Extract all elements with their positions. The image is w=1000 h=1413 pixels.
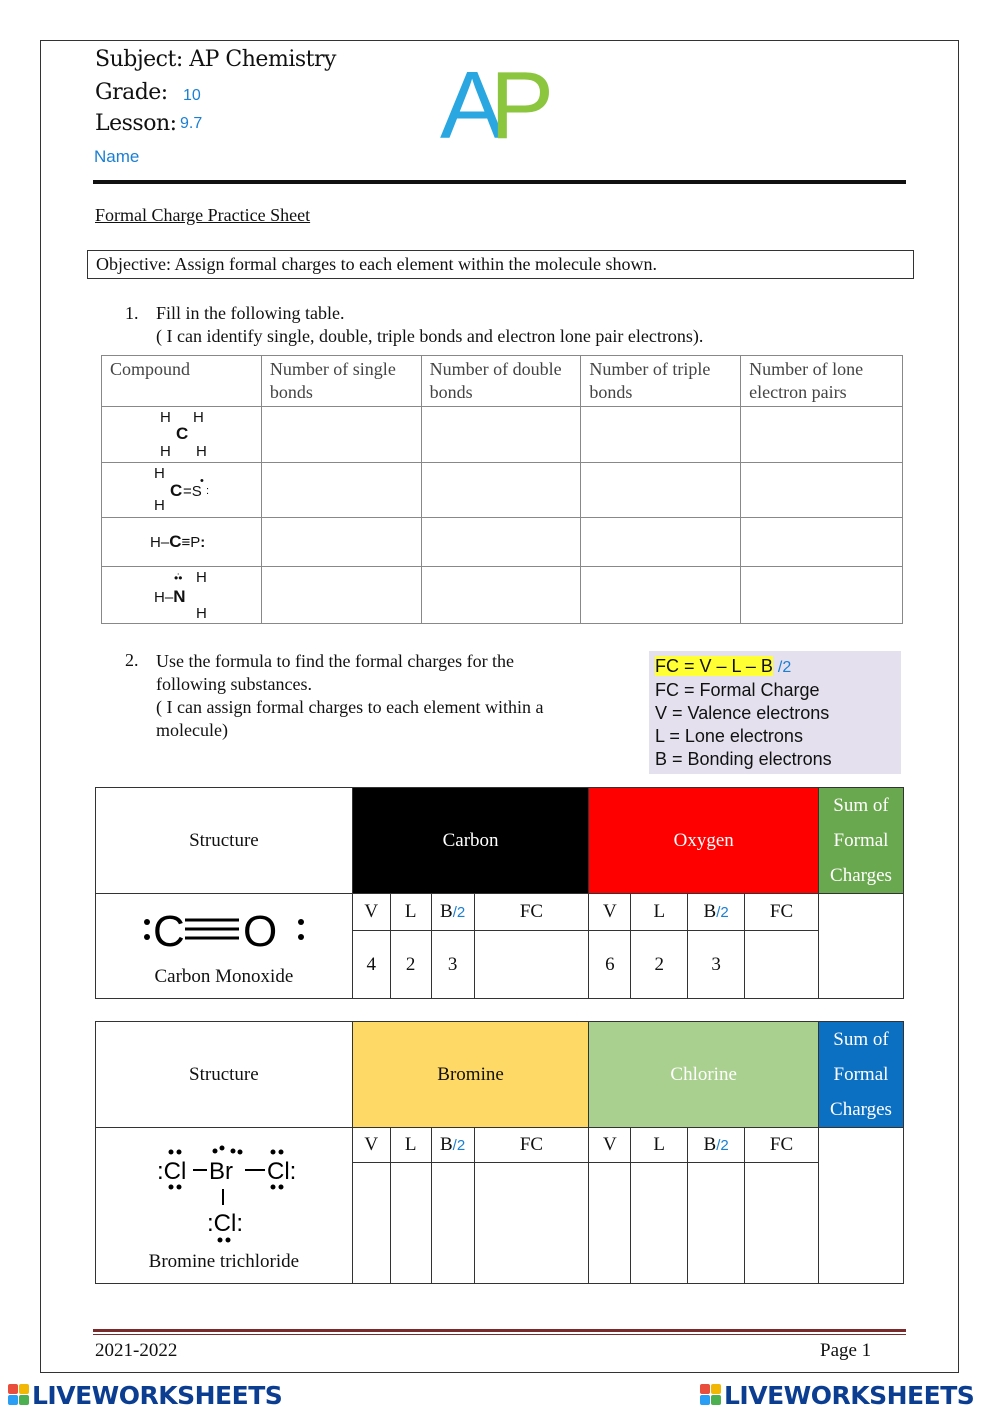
col-single-bonds: Number of single bonds — [261, 356, 421, 407]
bromine-l-answer[interactable] — [390, 1163, 431, 1284]
bromine-trichloride-table — [95, 1021, 904, 1284]
footer-divider-thin — [93, 1334, 906, 1335]
answer-cell[interactable] — [581, 567, 741, 624]
bond-count-table — [101, 355, 903, 624]
table-row — [102, 567, 903, 624]
carbon-l-value: 2 — [390, 931, 431, 999]
fc-definition: FC = Formal Charge — [655, 680, 820, 700]
col-compound: Compound — [102, 356, 262, 407]
answer-cell[interactable] — [741, 518, 903, 567]
ap-logo — [440, 60, 565, 142]
svg-text:Cl:: Cl: — [266, 1158, 297, 1185]
bromine-fc-answer[interactable] — [474, 1163, 589, 1284]
sum-formal-charges-header: Sum of Formal Charges — [818, 788, 903, 894]
oxygen-v-value: 6 — [589, 931, 631, 999]
grade-value: 10 — [183, 87, 201, 104]
oxygen-header: Oxygen — [589, 788, 819, 894]
footer-year: 2021-2022 — [95, 1340, 178, 1361]
name-label: Name — [94, 147, 140, 166]
col-triple-bonds: Number of triple bonds — [581, 356, 741, 407]
svg-text::Cl:: :Cl: — [206, 1210, 243, 1237]
subject-label: Subject: AP Chemistry — [95, 47, 336, 72]
col-v: V — [352, 1128, 390, 1163]
h2cs-structure: H C =S • : H — [154, 465, 210, 514]
answer-cell[interactable] — [261, 407, 421, 463]
chlorine-header: Chlorine — [589, 1022, 819, 1128]
chlorine-v-answer[interactable] — [589, 1163, 631, 1284]
answer-cell[interactable] — [581, 463, 741, 518]
chlorine-l-answer[interactable] — [631, 1163, 688, 1284]
lesson-value: 9.7 — [180, 115, 203, 132]
co-structure-cell — [96, 894, 353, 999]
liveworksheets-logo-icon — [700, 1384, 722, 1406]
liveworksheets-watermark-right: LIVEWORKSHEETS — [724, 1381, 975, 1410]
b-definition: B = Bonding electrons — [655, 749, 832, 769]
q1-number: 1. — [125, 303, 139, 323]
sheet-title: Formal Charge Practice Sheet — [95, 205, 311, 225]
q1-instruction: Fill in the following table. — [156, 303, 345, 323]
carbon-header: Carbon — [352, 788, 589, 894]
bromine-v-answer[interactable] — [352, 1163, 390, 1284]
chlorine-b-answer[interactable] — [688, 1163, 745, 1284]
compound-hcp-cell — [102, 518, 262, 567]
svg-text::Cl: :Cl — [156, 1158, 187, 1185]
ap-logo-text: AP — [440, 60, 541, 142]
col-b: B/2 — [431, 894, 474, 931]
formula-box — [649, 651, 901, 774]
svg-text:C: C — [152, 907, 185, 956]
answer-cell[interactable] — [421, 463, 581, 518]
oxygen-fc-answer[interactable] — [745, 931, 819, 999]
grade-label: Grade: — [95, 80, 168, 105]
l-definition: L = Lone electrons — [655, 726, 803, 746]
bromine-b-answer[interactable] — [431, 1163, 474, 1284]
brcl3-lewis-structure — [149, 1145, 299, 1245]
answer-cell[interactable] — [581, 518, 741, 567]
oxygen-l-value: 2 — [631, 931, 688, 999]
carbon-v-value: 4 — [352, 931, 390, 999]
col-v: V — [589, 894, 631, 931]
col-lone-pairs: Number of lone electron pairs — [741, 356, 903, 407]
table-row — [102, 518, 903, 567]
v-definition: V = Valence electrons — [655, 703, 830, 723]
q2-number: 2. — [125, 650, 139, 670]
objective-text: Objective: Assign formal charges to each element within the molecule shown. — [96, 254, 658, 274]
col-l: L — [390, 894, 431, 931]
col-b: B/2 — [431, 1128, 474, 1163]
answer-cell[interactable] — [261, 567, 421, 624]
col-b: B/2 — [688, 1128, 745, 1163]
footer-page: Page 1 — [820, 1340, 872, 1361]
col-fc: FC — [745, 1128, 819, 1163]
col-l: L — [631, 894, 688, 931]
col-v: V — [352, 894, 390, 931]
answer-cell[interactable] — [741, 567, 903, 624]
q2-instruction: Use the formula to find the formal charges for the following substances. ( I can assign formal charges to each element within a molecule) — [156, 651, 544, 740]
carbon-monoxide-table — [95, 787, 904, 999]
answer-cell[interactable] — [741, 407, 903, 463]
formula-divisor: /2 — [777, 659, 792, 676]
answer-cell[interactable] — [421, 567, 581, 624]
carbon-b-value: 3 — [431, 931, 474, 999]
svg-text:Br: Br — [208, 1158, 233, 1185]
col-l: L — [631, 1128, 688, 1163]
oxygen-b-value: 3 — [688, 931, 745, 999]
sum-answer-cell[interactable] — [818, 894, 903, 999]
answer-cell[interactable] — [741, 463, 903, 518]
sum-answer-cell[interactable] — [818, 1128, 903, 1284]
formula-text: FC = V – L – B — [655, 656, 773, 676]
answer-cell[interactable] — [421, 407, 581, 463]
brcl3-name: Bromine trichloride — [148, 1251, 300, 1272]
col-fc: FC — [474, 894, 589, 931]
compound-ch2-cell — [102, 407, 262, 463]
col-double-bonds: Number of double bonds — [421, 356, 581, 407]
answer-cell[interactable] — [261, 518, 421, 567]
lesson-label: Lesson: — [95, 111, 177, 136]
liveworksheets-watermark-left: LIVEWORKSHEETS — [32, 1381, 283, 1410]
carbon-fc-answer[interactable] — [474, 931, 589, 999]
svg-text:O: O — [242, 907, 278, 956]
brcl3-structure-cell — [96, 1128, 353, 1284]
answer-cell[interactable] — [581, 407, 741, 463]
bromine-header: Bromine — [352, 1022, 589, 1128]
co-lewis-structure — [139, 904, 309, 960]
col-fc: FC — [745, 894, 819, 931]
co-name: Carbon Monoxide — [154, 966, 294, 987]
footer-divider — [93, 1329, 906, 1332]
structure-header: Structure — [96, 1022, 353, 1128]
table-row — [102, 463, 903, 518]
table-row — [102, 407, 903, 463]
hcp-structure: H–C≡P: — [150, 532, 206, 551]
subject-value: AP Chemistry — [189, 47, 336, 72]
col-fc: FC — [474, 1128, 589, 1163]
col-v: V — [589, 1128, 631, 1163]
header-divider — [93, 180, 906, 184]
liveworksheets-logo-icon — [8, 1384, 30, 1406]
compound-nh3-cell — [102, 567, 262, 624]
q1-goal: ( I can identify single, double, triple bonds and electron lone pair electrons). — [156, 326, 704, 346]
answer-cell[interactable] — [421, 518, 581, 567]
col-b: B/2 — [688, 894, 745, 931]
col-l: L — [390, 1128, 431, 1163]
nh3-structure: •̇• H H–N H — [154, 569, 207, 622]
compound-h2cs-cell — [102, 463, 262, 518]
sum-formal-charges-header: Sum of Formal Charges — [818, 1022, 903, 1128]
structure-header: Structure — [96, 788, 353, 894]
answer-cell[interactable] — [261, 463, 421, 518]
objective-box — [87, 250, 914, 279]
chlorine-fc-answer[interactable] — [745, 1163, 819, 1284]
ch2-structure: H H C H H — [160, 409, 207, 460]
